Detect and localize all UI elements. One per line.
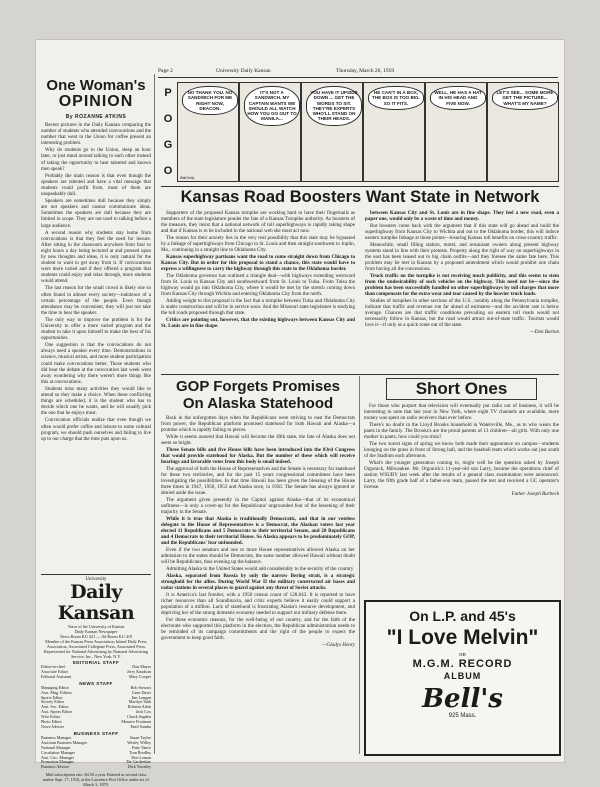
staff-role: Asst. Sports Editor: [41, 709, 73, 715]
staff-person: Mary Cooper: [129, 673, 151, 679]
comic-panel: [239, 82, 301, 182]
staff-role: Managing Editor: [41, 684, 69, 690]
opinion-paragraph: Speakers are sometimes dull because they simply are not speakers and cannot communicate ideas. Sometimes the speakers are dull because they are limited in scope. They are not used to talking before a large audience.: [41, 199, 151, 229]
gop-headline: [161, 378, 355, 412]
pogo-title: [161, 80, 175, 184]
staff-info-line: Voice of the University of Kansas: [67, 624, 125, 629]
gop-paragraph: While it seems assured that Hawaii will become the 49th state, the fate of Alaska does not seem so bright.: [161, 434, 355, 446]
ad-title-line: "I Love Melvin": [386, 626, 539, 649]
staff-role: Society Editor: [41, 699, 65, 705]
opinion-paragraph: Probably the main reason is that even though the speakers are talented and have a vital message that students could profit from, most of them are unspeakably dull.: [41, 173, 151, 198]
staff-role: Assistant Business Manager: [41, 739, 88, 745]
road-article: [161, 210, 559, 372]
staff-section-title: EDITORIAL STAFF: [72, 660, 120, 665]
left-column: [41, 74, 151, 787]
opinion-paragraph: Why do students go to the Union, sleep an hour later, or just stand around talking to each other instead of taking the opportunity to hear talented and known men speak?: [41, 148, 151, 172]
staff-person: Jerry Knudson: [127, 668, 151, 674]
staff-person: Roberta Atkin: [127, 704, 151, 710]
staff-person: Don Loman: [131, 754, 151, 760]
opinion-paragraph: Recent pictures in the Daily Kansan comparing the number of students who attended convocations and the number that went to the Union for coffee present an interesting problem.: [41, 123, 151, 147]
gop-paragraph: Admitting Alaska to the United States would add considerably to the security of the country.: [166, 566, 355, 572]
staff-role: Associate Editor: [41, 668, 69, 674]
gop-headline-line-2: On Alaska Statehood: [182, 395, 334, 412]
gop-paragraph: The approval of both the House of Representatives and the Senate is necessary for statehood for these two territories, and for the past 15 years congressional committees have been investigating the possibilities. In that time Hawaii has been given the blessing of the House three times in 1947, 1950, 1953 and Alaska once, in 1950. The Senate has always ignored or denied aside the issue.: [161, 466, 355, 496]
opinion-paragraph: The last reason for the small crowd is likely one so often found in almost every society—indolence of a certain percentage of the people. Even though attendance may be convenient, they will just not take the time to hear the speaker.: [41, 286, 151, 316]
staff-role: Circulation Manager: [41, 749, 75, 755]
road-paragraph: between Kansas City and St. Louis are in fine shape. They feel a new road, even a paper one, would only be a waste of time and money.: [365, 210, 559, 222]
gop-paragraph: Alaska, separated from Russia by only the narrow Bering strait, is a strategic stronghold for the allies. During World War II the military constructed air bases and radar stations in several places to guard against any threat of Soviet attacks.: [161, 573, 355, 591]
ad-format-line: On L.P. and 45's: [409, 608, 516, 624]
staff-role: Editor-in-chief: [41, 664, 66, 669]
gop-paragraph: It is America's last frontier, with a 1950 census count of 128,643. It is reported to have richer resources than all Scandinavia, and critic experts believe it easily could support a population of a million. Lack of statehood is frustrating Alaska's resource development, and depriving her of the strong domestic economy needed to support our military defense there.: [161, 592, 355, 616]
newspaper-page: [36, 40, 564, 787]
road-article-col-1: [161, 210, 355, 372]
short-ones-paragraph: For those who purport that television will eventually put radio out of business, it will be interesting to note that last year in New York, where eight TV channels are available, more money was spent on radio receivers than ever before.: [364, 403, 559, 421]
pogo-letter: O: [163, 113, 173, 125]
staff-person: Gene Davis: [131, 689, 151, 695]
comic-credit: Walt Kelly: [180, 176, 195, 180]
staff-role: Photo Editor: [41, 719, 62, 725]
staff-person: Maurice Fruitman: [121, 719, 151, 725]
store-logo: Bell's: [422, 684, 503, 714]
road-paragraph: Adding weight to this proposal is the fact that a turnpike between Tulsa and Oklahoma City is under construction and will be in service soon. And the Missouri state legislature is studying the toll roads proposed through that state.: [161, 298, 355, 316]
staff-row: [41, 725, 151, 730]
gop-body: [161, 415, 355, 648]
staff-info-line: Daily Kansan Newspaper: [74, 629, 118, 634]
gop-paragraph: For these economic reasons, for the well-being of our country, and for the faith of the electorate who supported this platform in the election, the Republican administration needs to be reminded of its campaign commitments and the right of the people to expect the government to keep good faith.: [161, 617, 355, 641]
store-address: 925 Mass.: [448, 713, 477, 719]
staff-section-title: BUSINESS STAFF: [73, 730, 119, 736]
road-paragraph: Studies of turnpikes in other sections of the U.S., notably along the Pennsylvania turnpike, indicate that traffic and revenue run far ahead of estimates—and the accident rate is below average. Chances are that traffic conditions prevailing on eastern toll roads would not necessarily follow in Kansas, but the road would attract out-of-state traffic. Tourists would love it—if only as a quick route out of the state.: [365, 298, 559, 328]
road-paragraph: Supporters of the proposed Kansas turnpike are working hard to have their fingernails as members of the state legislature ponder the fate of a Kansas Turnpike authority. As boosters of the measure, they insist that a national network of toll superhighways is rapidly taking shape and that if Kansas is to be included in the national web she must act now.: [161, 210, 355, 234]
staff-person: Jim Longan: [131, 694, 151, 700]
staff-person: Patty Vance: [131, 744, 151, 750]
short-ones-paragraph: There's no doubt in the Lloyd Brooks household in Watersville, Me., as to who wears the pants in the family. The Brooks's are the proud parents of 13 children—all girls. With only one mother in pants, how could you miss?: [364, 422, 559, 440]
road-paragraph: Critics are pointing out, however, that the existing highways between Kansas City and St. Louis are in fine shape.: [161, 317, 355, 329]
comic-panel: [363, 82, 425, 182]
staff-role: Asst. Circ. Manager: [41, 754, 74, 760]
pogo-comic-strip: [161, 80, 559, 184]
column-rule: [154, 74, 155, 754]
opinion-paragraph: One suggestion is that the convocations do not always need a speaker every time. Demonstrations in science, musical artists, and more student participation could make convocations better. Those students who did hear the debate at the convocation last week went away wondering why there weren't more things like this at convocations.: [41, 343, 151, 385]
short-ones-body: [364, 403, 559, 497]
record-advertisement: [364, 600, 561, 756]
staff-role: Business Adviser: [41, 764, 70, 770]
gop-paragraph: The argument given presently in the Capitol against Alaska—that of its economical unfitness—is only a cover-up for the Republicans' ungrounded fear of the lessening of their majority in the Senate.: [161, 497, 355, 515]
staff-role: Sports Editor: [41, 694, 63, 700]
pogo-letter: G: [163, 139, 173, 151]
road-paragraph: Kansas superhighway partisans want the road to come straight down from Chicago to Kansas City. But in order for this proposal to stand a chance, this state would have to express a willingness to carry the highway through this state to the Oklahoma border.: [161, 254, 355, 272]
daily-kansan-logo: Daily Kansan: [57, 581, 135, 624]
road-paragraph: The Oklahoma governor has outlined a triangle deal—with highways extending westward from St. Louis to Kansas City and southwestward from St. Louis to Tulsa. From Tulsa the highway would go into Oklahoma City, where it would be met by the stretch coming down from Kansas City through Wichita and entering Oklahoma City from the north.: [161, 273, 355, 297]
staff-role: Editorial Assistant: [41, 673, 72, 679]
staff-person: Stuart Taylor: [129, 734, 151, 740]
staff-box: [41, 574, 151, 787]
comic-panel: [177, 82, 239, 182]
staff-person: Tom Brodley: [129, 749, 151, 755]
staff-role: National Manager: [41, 744, 71, 750]
comic-panel: [425, 82, 487, 182]
staff-info-line: Member of the Kansas Press Association, Inland Daily Press Association, Associated Collegiate Press, Associated Press: [45, 639, 147, 649]
issue-date: Thursday, March 26, 1959: [336, 68, 395, 74]
short-ones-paragraph: What's the younger generation coming to, might well be the question asked by Joseph Orgonick, Milwaukee. Mr. Orgonick's 11-year-old son Larry, became the operations chief of station WSUBY last week after the results of a general class examination were announced. Larry, the fifth grade half of a father-son team, passed the test and received a GC operator's license.: [364, 460, 559, 490]
ad-album-line: ALBUM: [443, 671, 482, 681]
staff-role: Wire Editor: [41, 714, 61, 720]
ad-label-line: M.G.M. RECORD: [412, 658, 513, 670]
road-signoff: —Don Barton: [530, 329, 559, 335]
road-paragraph: Truck traffic on the turnpike is not receiving much publicity, and this seems to stem from the undesirability of such vehicles on the highway. This need not be—since the problem has been successfully handled on other superhighways by toll charges that more than compensate for the extra wear and tear caused by the heavier truck loads.: [365, 273, 559, 297]
pogo-letter: P: [164, 87, 172, 99]
staff-box-head: University: [85, 577, 107, 582]
staff-role: Business Manager: [41, 734, 72, 740]
gop-headline-line-1: GOP Forgets Promises: [176, 378, 340, 395]
staff-person: Don Mayer: [132, 664, 151, 669]
staff-person: Chuck Sugden: [127, 714, 151, 720]
staff-person: Emil Sandra: [130, 723, 151, 729]
short-ones-headline: Short Ones: [386, 378, 537, 400]
opinion-paragraph: Students miss many activities they would like to attend so they make a choice. When these conflicting things are scheduled, it is the student who has to decide which one he wants, and he will usually pick the one that he enjoys most.: [41, 386, 151, 417]
speech-bubble: YOU HAVE IT UPSIDE DOWN ... GET THE WORDS TO SIT. THEY'RE EXPERTS WHO'LL STAND ON THEIR HEADS.: [306, 86, 362, 126]
short-ones-signoff: Father Joseph Burbeck: [511, 491, 559, 497]
staff-person: Jack Cox: [135, 709, 151, 715]
staff-row: [41, 675, 151, 680]
staff-info-line: News Room KU 421 — Ad Room KU 419: [59, 634, 133, 639]
speech-bubble: WELL, HE HAS A HAT IN HIS HEAD AND FIVE NOW.: [430, 86, 486, 110]
page-number: Page 2: [158, 68, 173, 74]
section-rule: [161, 374, 559, 375]
comic-panel: [487, 82, 559, 182]
opinion-title-2: OPINION: [58, 93, 134, 110]
staff-sections: [41, 660, 151, 770]
road-article-col-2: [365, 210, 559, 372]
staff-person: Marilyn Tabb: [128, 699, 151, 705]
gop-paragraph: While it is true that Alaska is traditionally Democratic, and that in our voteless delegate to the House of Representatives is a Democrat, the Alaskan voters last year elected 11 Republicans and 5 Democrats to their territorial Senate, and 20 Republicans and 4 Democrats to their territorial House. So Alaska appears to be predominately GOP, and the Republicans' fear unfounded.: [161, 516, 355, 546]
masthead-rule: [158, 77, 558, 78]
speech-bubble: HE CAN'T IN A BOX, THE BOX IS TOO BIG. SO IT FITS.: [368, 86, 424, 110]
opinion-paragraph: A second reason why students stay home from convocations is that they feel the need for leisure. After sitting in the classroom anywhere from four to eight hours a day being lectured at and pressed upon by new thoughts and ideas, it is only natural for the student to want to get away from it. If convocations were more varied and if they offered a program that students could enjoy and relax through, more students would attend.: [41, 230, 151, 285]
gop-signoff: —Gladys Henry: [322, 642, 355, 648]
subscription-note: Mail subscription rate: $4.50 a year. Entered as second class matter Sept. 17, 1910, at the Lawrence Post Office under act of March 3, 1879.: [43, 772, 149, 787]
opinion-title: One Woman's: [46, 77, 146, 94]
staff-person: Dick Townley: [127, 764, 151, 770]
short-ones-paragraph: The two surest signs of spring we know both made their appearance on campus—students lounging on the grass in front of Strong hall, and the baseball team which works out just south of the Stadium each afternoon.: [364, 441, 559, 459]
staff-person: Bob Stewart: [130, 684, 151, 690]
ad-on-line: on: [459, 651, 466, 658]
speech-bubble: NO THANK YOU. NO SANDWICH FOR ME RIGHT NOW, DEACON.: [182, 86, 238, 115]
opinion-body: [41, 123, 151, 443]
staff-role: Asst. Mng. Editors: [41, 689, 72, 695]
road-paragraph: Meanwhile, small filling station, motel, and restaurant owners along present highway systems stand in line with their protests. Property along the right of way on superhighways in the east has been leased out to big chain outfits—and they foresee the same fate here. This problem may be met in Kansas by a proposed amendment which would prohibit one chain from having all the concessions.: [365, 242, 559, 272]
staff-person: Wesley Willey: [127, 739, 151, 745]
staff-info-line: Represented for National Advertising by National Advertising Service, Inc., New York, N.Y.: [44, 649, 148, 659]
staff-role: Promotion Manager: [41, 759, 74, 765]
road-paragraph: The reason for their anxiety lies in the very real possibility that this state may be bypassed by a linkage of superhighways from Chicago to St. Louis and then straight southwest to Joplin, Mo., continuing in a straight line to Oklahoma City.: [161, 235, 355, 253]
gop-article: [161, 378, 355, 754]
gop-paragraph: Back in the unforgotten days when the Republicans were striving to oust the Democrats from power, the Republican platform promised statehood for both Hawaii and Alaska—a promise which is rapidly failing to pieces.: [161, 415, 355, 433]
gop-paragraph: Three Senate bills and five House bills have been introduced into the 83rd Congress that would provide statehood for Alaska. But the number of these which will receive hearings and favorable votes from this body is small indeed.: [161, 447, 355, 465]
pogo-letter: O: [163, 165, 173, 177]
opinion-paragraph: The only way to improve the problem is for the University to offer a more varied program and the student to take it upon himself to make the best of his opportunities.: [41, 317, 151, 342]
paper-name: University Daily Kansan: [216, 68, 271, 74]
staff-role: Asst. Soc. Editor: [41, 704, 69, 710]
staff-info: [41, 624, 151, 659]
opinion-paragraph: Convocation officials realize that even though we often would prefer coffee and leisure to some cultural program, we should push ourselves and failing to live up to our charge that the time puts upon us.: [41, 418, 151, 442]
staff-section-title: NEWS STAFF: [79, 680, 113, 686]
staff-person: Pat Gardenhire: [126, 759, 151, 765]
road-boosters-headline: Kansas Road Boosters Want State in Network: [161, 186, 559, 207]
comic-panel: [301, 82, 363, 182]
road-paragraph: But boosters come back with the argument that if this state will go ahead and build the superhighway from Kansas City to Wichita and out to the Oklahoma border, this will induce eastern turnpike linkage at those points—insuring Kansas toll benefits on cross-country traffic.: [365, 223, 559, 241]
opinion-byline: By ROZANNE ATKINS: [65, 114, 127, 120]
staff-row: [41, 765, 151, 770]
column-rule-2: [359, 376, 360, 754]
speech-bubble: LET'S SEE... SOME MORE GET THE PICTURE... WHAT'S MY NAME?: [492, 86, 558, 110]
gop-paragraph: Even if the two senators and one or more House representatives allowed Alaska on her admission to the states should be Democrats, the same number allowed Hawaii without doubt will be Republicans, thus evening up the balance.: [161, 547, 355, 565]
speech-bubble: IT'S NOT A SANDWICH. MY CAPTAIN WANTS WE SHOULD ALL WATCH HOW YOU GO OUT TO MANILA...: [244, 86, 300, 126]
staff-role: News Adviser: [41, 723, 65, 729]
